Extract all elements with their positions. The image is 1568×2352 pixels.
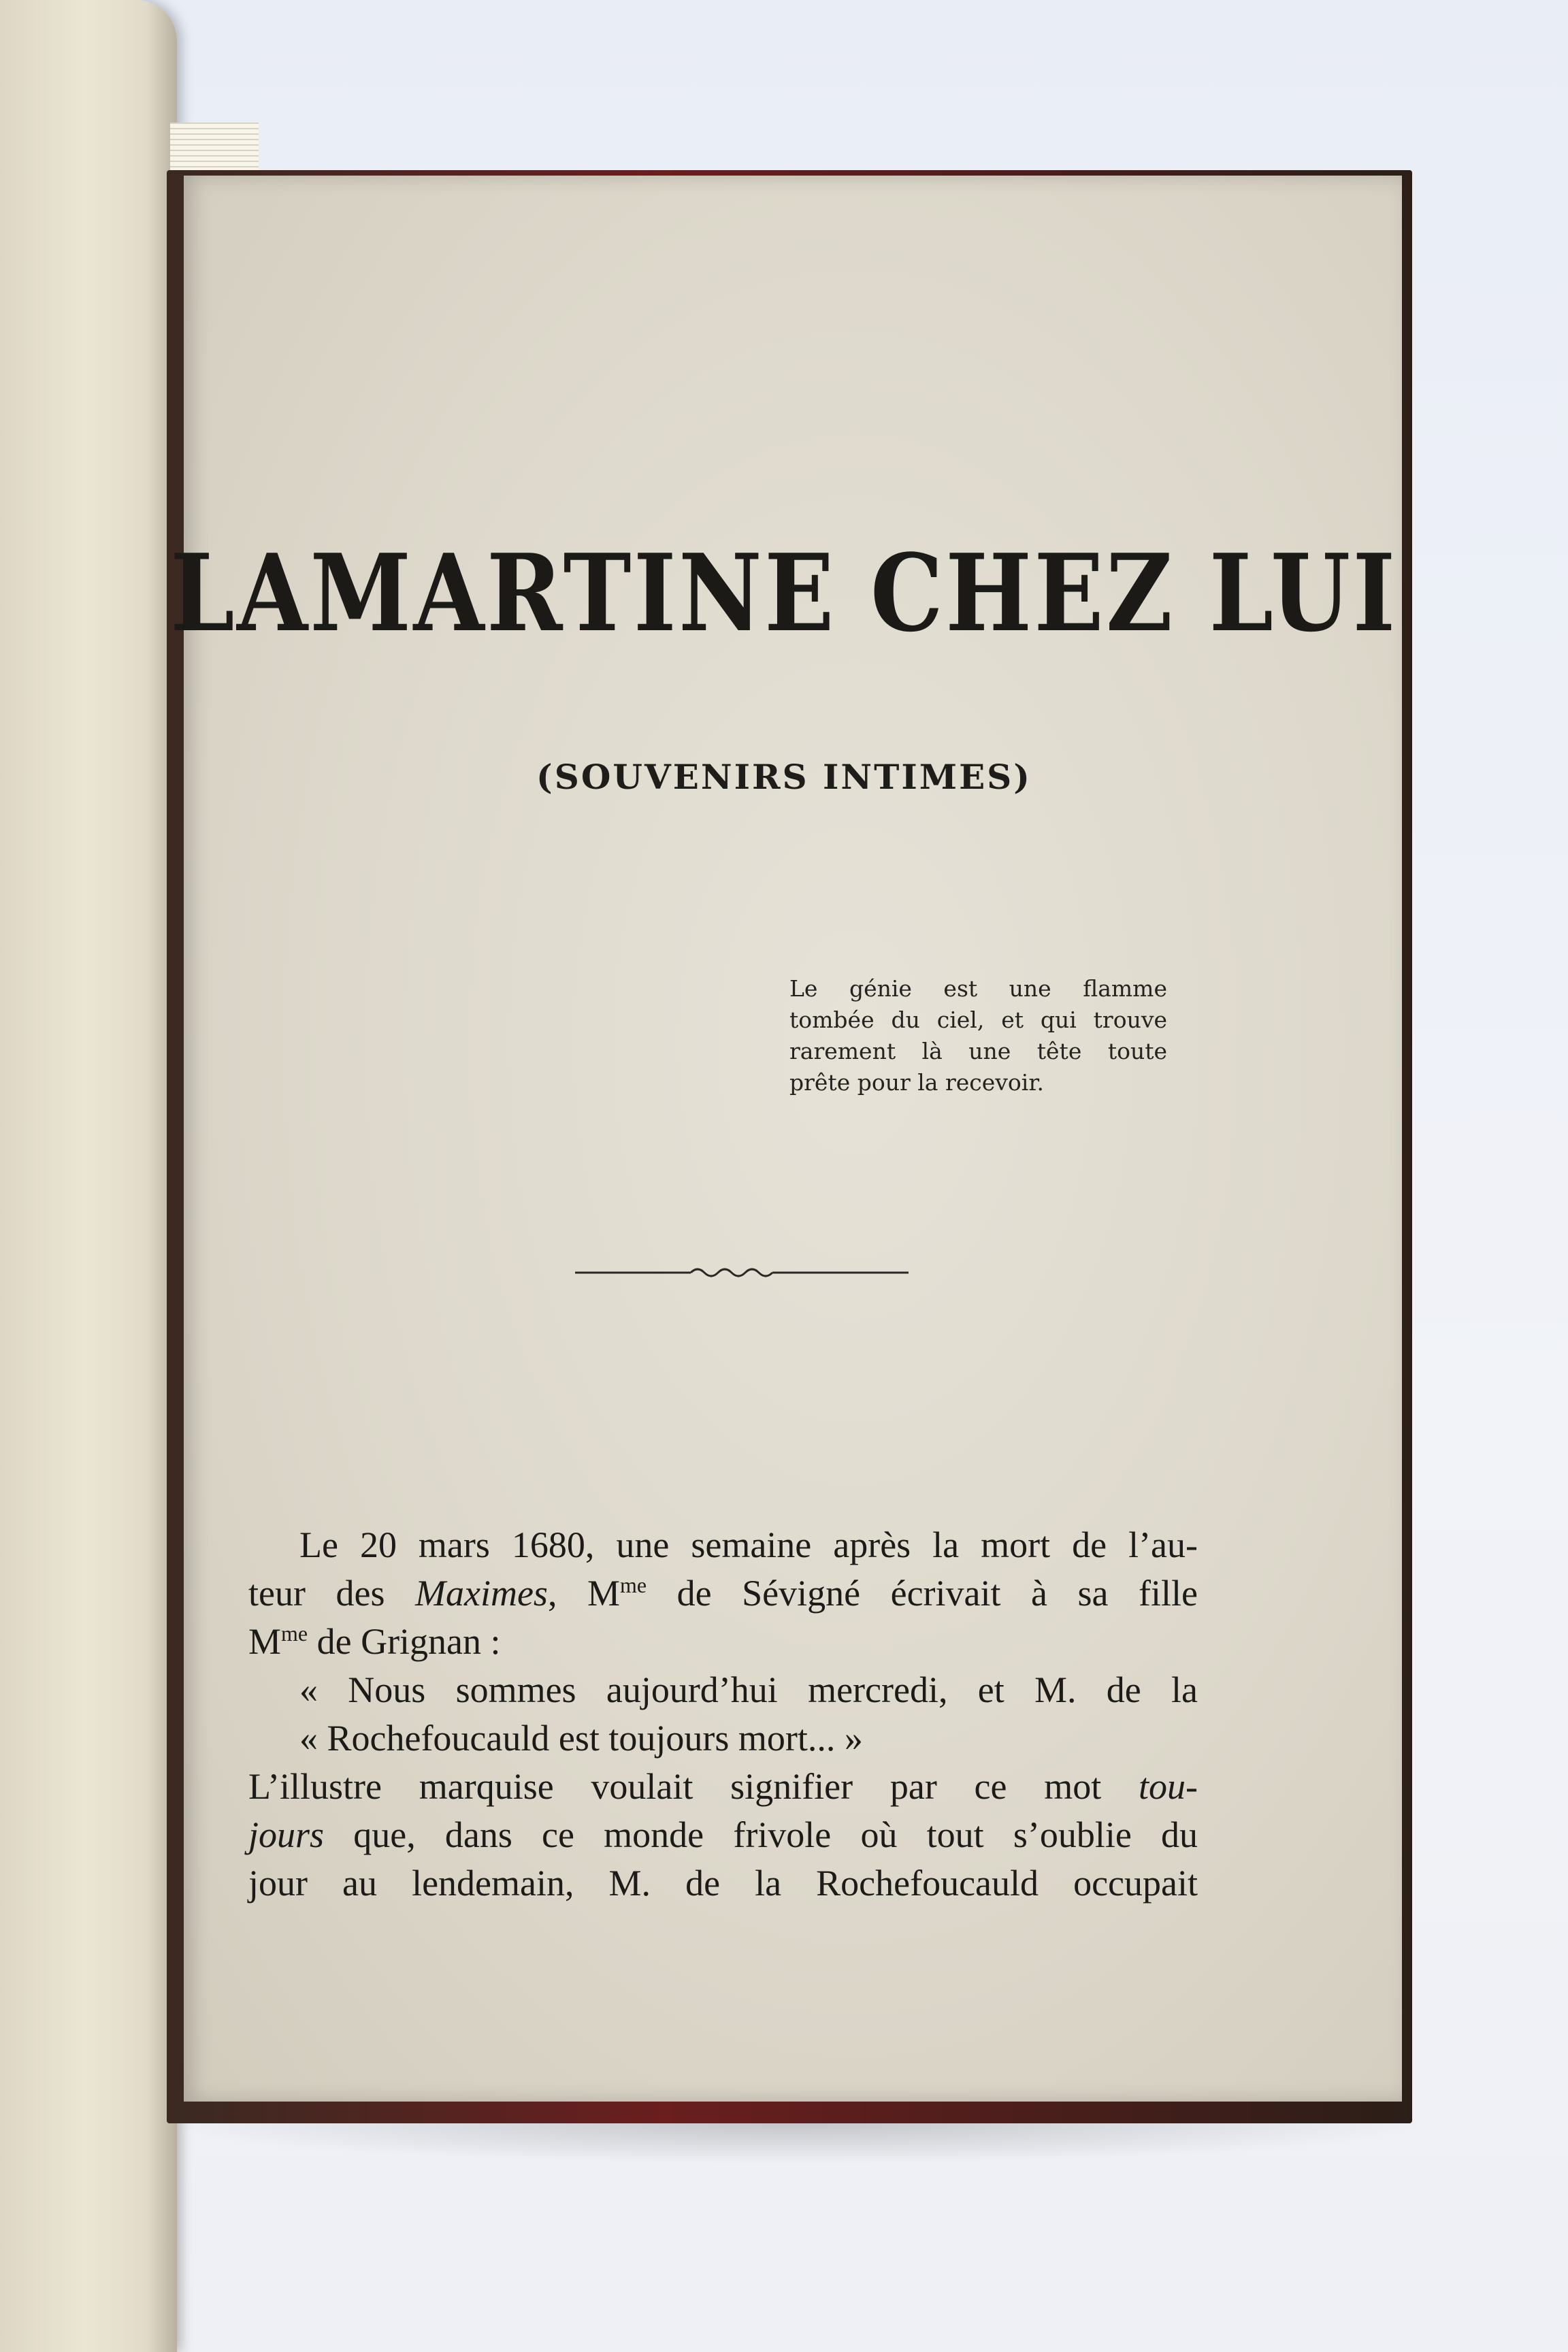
epigraph-line: tombée du ciel, et qui trouve [789,1007,1167,1033]
page-title: LAMARTINE CHEZ LUI [170,531,1398,655]
ornamental-rule [575,1262,909,1283]
text-line: jour au lendemain, M. de la Rochefoucauld occupait [248,1863,1198,1904]
body-text [248,1521,1198,1908]
epigraph-line: Le génie est une flamme [789,975,1167,1002]
text-line: « Nous sommes aujourd’hui mercredi, et M. de la [299,1669,1198,1710]
text-line: teur des Maximes, $M^{me}$ de Sévigné écrivait à sa fille [248,1573,1198,1614]
text-line: Le 20 mars 1680, une semaine après la mort de l’au- [299,1524,1198,1565]
facing-page [0,0,177,2352]
epigraph-line: rarement là une tête toute [789,1038,1167,1064]
page-edges [170,122,259,177]
page-subtitle: (SOUVENIRS INTIMES) [536,757,1032,797]
epigraph [789,973,1167,1098]
table-shadow [157,2123,1429,2164]
text-line: L’illustre marquise voulait signifier par ce mot tou- [248,1766,1198,1807]
text-line: « Rochefoucauld est toujours mort... » [299,1718,863,1759]
text-line: $M^{me}$ de Grignan : [248,1621,501,1662]
epigraph-line: prête pour la recevoir. [789,1069,1044,1096]
text-line: jours que, dans ce monde frivole où tout s’oublie du [248,1814,1198,1855]
